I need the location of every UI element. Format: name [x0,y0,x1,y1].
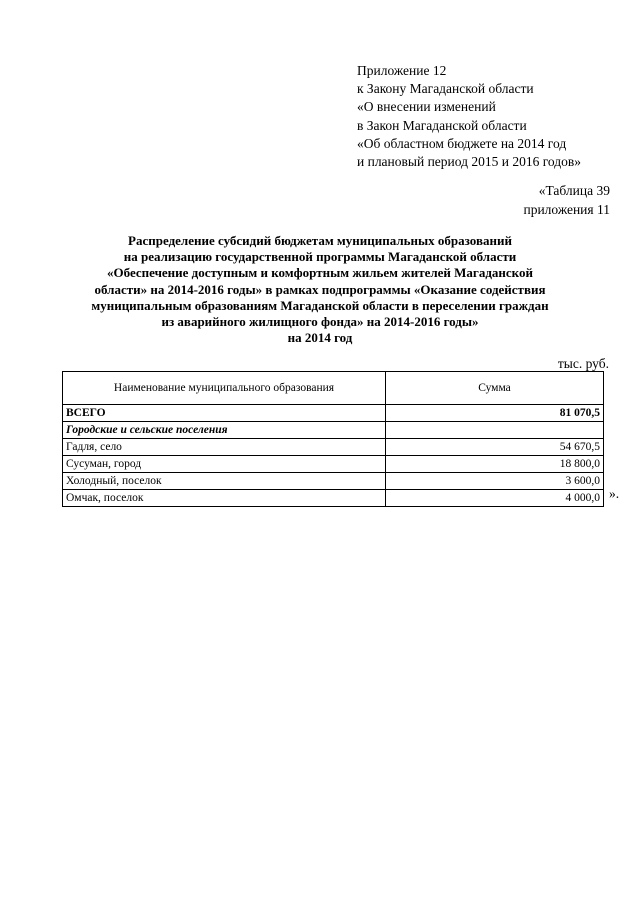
annex-line: Приложение 12 [357,63,447,78]
row-name: Гадля, село [63,439,386,456]
header-sum: Сумма [386,372,604,405]
title-line: Распределение субсидий бюджетам муниципальных образований [128,233,512,248]
row-name: Холодный, поселок [63,473,386,490]
row-name: Омчак, поселок [63,490,386,507]
row-sum: 54 670,5 [386,439,604,456]
total-sum: 81 070,5 [386,405,604,422]
annex-reference [357,62,581,171]
group-sum [386,422,604,439]
table-row [63,456,604,473]
title-line: из аварийного жилищного фонда» на 2014-2016 годы» [161,314,479,330]
annex-line: и плановый период 2015 и 2016 годов» [357,154,582,170]
total-name: ВСЕГО [63,405,386,422]
table-reference-line: «Таблица 39 [538,183,610,198]
title-line: на реализацию государственной программы Магаданской области [123,249,517,265]
group-row [63,422,604,439]
document-title [40,233,600,346]
annex-line: к Закону Магаданской области [357,81,534,97]
total-row [63,405,604,422]
row-sum: 3 600,0 [386,473,604,490]
annex-line: в Закон Магаданской области [357,117,527,133]
group-name: Городские и сельские поселения [63,422,386,439]
table-header-row [63,372,604,405]
annex-line: «Об областном бюджете на 2014 год [357,135,567,151]
row-sum: 18 800,0 [386,456,604,473]
annex-line: «О внесении изменений [357,99,496,115]
table-row [63,490,604,507]
header-name: Наименование муниципального образования [63,372,386,405]
table-reference [523,181,610,219]
title-line: муниципальным образованиям Магаданской области в переселении граждан [91,297,549,313]
subsidy-table [62,371,604,507]
row-name: Сусуман, город [63,456,386,473]
table-reference-line: приложения 11 [523,202,610,217]
units-label: тыс. руб. [557,356,609,371]
table-row [63,439,604,456]
title-line: области» на 2014-2016 годы» в рамках подпрограммы «Оказание содействия [94,281,546,297]
row-sum: 4 000,0 [386,490,604,507]
title-line: «Обеспечение доступным и комфортным жильем жителей Магаданской [107,265,533,281]
closing-quote: ». [609,486,620,501]
table-row [63,473,604,490]
title-line: на 2014 год [287,330,353,346]
